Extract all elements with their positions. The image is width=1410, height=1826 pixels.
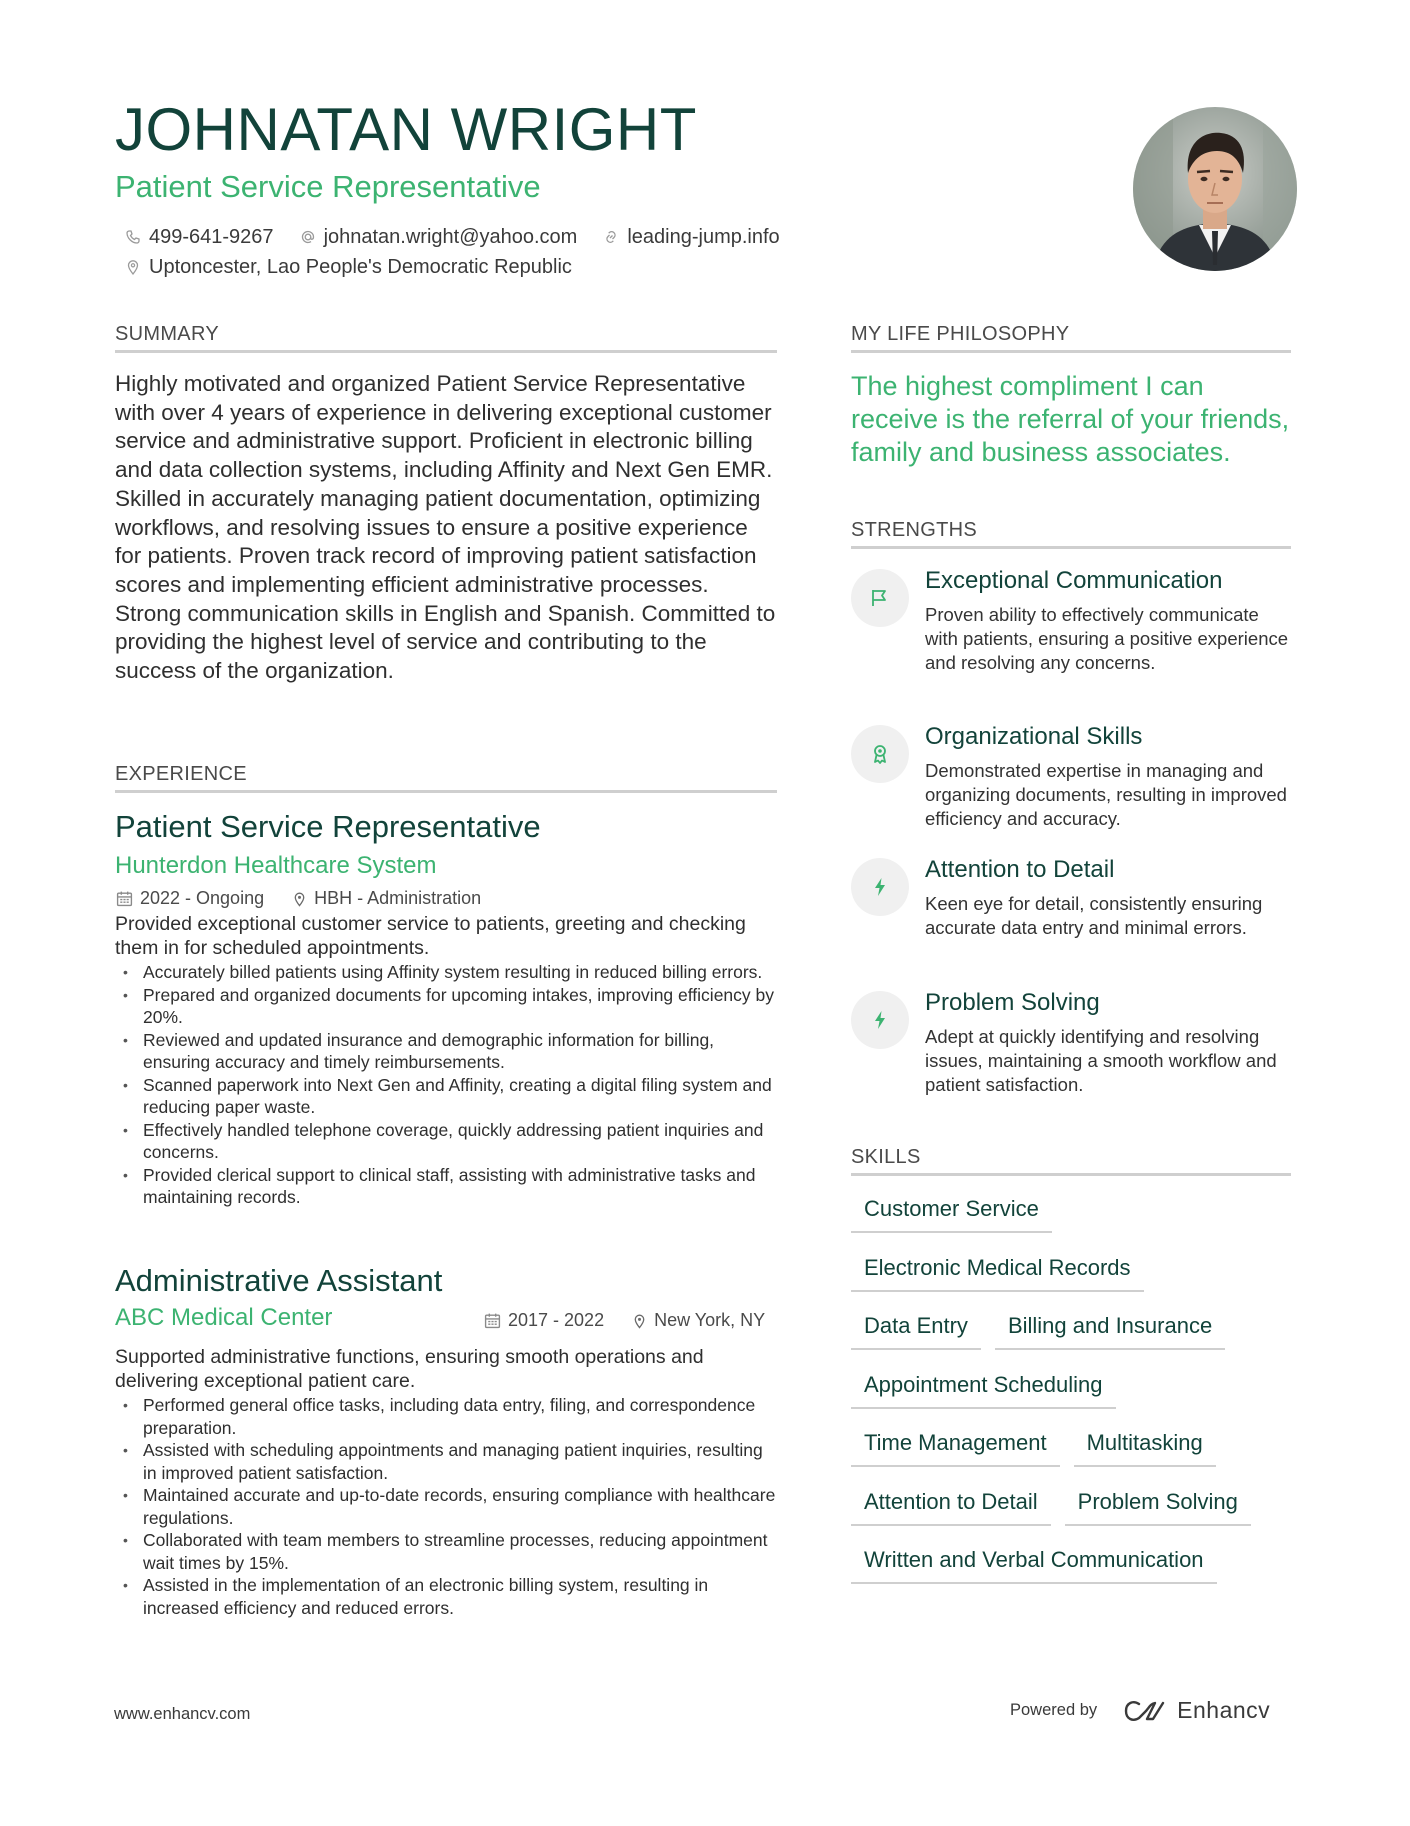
job-company: ABC Medical Center: [115, 1304, 333, 1331]
skill-tag: Time Management: [851, 1422, 1060, 1467]
job-bullets: [115, 1394, 777, 1619]
strength-text: Demonstrated expertise in managing and organizing documents, resulting in improved efficiency and accuracy.: [925, 760, 1287, 829]
strength-icon-badge: [851, 569, 909, 627]
job-dates: [484, 1310, 604, 1331]
skill-tag: Data Entry: [851, 1305, 981, 1350]
strength-icon-badge: [851, 725, 909, 783]
skill-tag: Written and Verbal Communication: [851, 1539, 1217, 1584]
contact-info: [125, 222, 806, 282]
job-location: [292, 888, 481, 909]
phone-icon: [125, 229, 141, 245]
philosophy-heading: MY LIFE PHILOSOPHY: [851, 323, 1291, 353]
at-icon: [300, 229, 316, 245]
phone-text[interactable]: 499-641-9267: [149, 225, 274, 248]
footer-website[interactable]: www.enhancv.com: [114, 1705, 251, 1723]
job-bullet: • Accurately billed patients using Affinity system resulting in reduced billing errors.: [115, 961, 777, 984]
phone-item: [125, 226, 274, 249]
skill-tag: Customer Service: [851, 1188, 1052, 1233]
lightning-icon: [868, 1008, 892, 1032]
strength-text: Proven ability to effectively communicate with patients, ensuring a positive experience and resolving any concerns.: [925, 604, 1289, 673]
website-text[interactable]: leading-jump.info: [627, 225, 780, 248]
philosophy-quote: The highest compliment I can receive is the referral of your friends, family and business associates.: [851, 371, 1290, 467]
skill-tag: Multitasking: [1074, 1422, 1216, 1467]
job-location-text: HBH - Administration: [314, 888, 482, 908]
job-title: Patient Service Representative: [115, 809, 541, 844]
powered-by-text: Powered by: [1010, 1701, 1098, 1719]
flag-icon: [868, 586, 892, 610]
job-bullets: [115, 961, 777, 1209]
candidate-role: Patient Service Representative: [115, 169, 541, 204]
job-bullet: • Scanned paperwork into Next Gen and Affinity, creating a digital filing system and reducing paper waste.: [115, 1074, 777, 1119]
strength-icon-badge: [851, 858, 909, 916]
skill-tag: Billing and Insurance: [995, 1305, 1225, 1350]
job-title: Administrative Assistant: [115, 1263, 443, 1298]
skill-row: [851, 1305, 1291, 1364]
location-pin-icon: [292, 891, 307, 907]
footer-branding: [1010, 1697, 1270, 1724]
job-dates: [116, 888, 264, 909]
job-bullet: • Assisted with scheduling appointments and managing patient inquiries, resulting in improved patient satisfaction.: [115, 1439, 777, 1484]
profile-photo: [1133, 107, 1297, 271]
email-item: [300, 226, 578, 249]
calendar-icon: [484, 1312, 501, 1329]
skill-row: [851, 1364, 1291, 1423]
skill-tag: Attention to Detail: [851, 1481, 1051, 1526]
job-location: [632, 1310, 765, 1331]
skills-heading: SKILLS: [851, 1146, 1291, 1176]
strength-title: Attention to Detail: [925, 856, 1115, 883]
job-dates-text: 2022 - Ongoing: [140, 888, 265, 908]
award-icon: [868, 742, 892, 766]
skills-list: [851, 1188, 1291, 1598]
job-meta: [484, 1310, 765, 1331]
link-icon: [603, 229, 619, 245]
candidate-name: JOHNATAN WRIGHT: [115, 96, 697, 163]
calendar-icon: [116, 890, 133, 907]
skill-row: [851, 1481, 1291, 1540]
website-item: [603, 226, 779, 249]
summary-text: Highly motivated and organized Patient Service Representative with over 4 years of experience in delivering exceptional customer service and administrative support. Proficient in electronic billing and data collection systems, including Affinity and Next Gen EMR. Skilled in accurately managing patient documentation, optimizing workflows, and resolving issues to ensure a positive experience for patients. Proven track record of improving patient satisfaction scores and implementing efficient administrative processes. Strong communication skills in English and Spanish. Committed to providing the highest level of service and contributing to the success of the organization.: [115, 371, 776, 684]
skill-row: [851, 1539, 1291, 1598]
strength-icon-badge: [851, 991, 909, 1049]
strength-title: Exceptional Communication: [925, 567, 1223, 594]
location-pin-icon: [632, 1313, 647, 1329]
enhancv-logo-icon: [1123, 1698, 1169, 1724]
portrait-illustration: [1133, 107, 1297, 271]
job-bullet: • Effectively handled telephone coverage, quickly addressing patient inquiries and concerns.: [115, 1119, 777, 1164]
job-bullet: • Provided clerical support to clinical staff, assisting with administrative tasks and maintaining records.: [115, 1164, 777, 1209]
email-text[interactable]: johnatan.wright@yahoo.com: [323, 225, 578, 248]
job-bullet: • Reviewed and updated insurance and demographic information for billing, ensuring accuracy and timely reimbursements.: [115, 1029, 777, 1074]
job-description: Supported administrative functions, ensuring smooth operations and delivering exceptional patient care.: [115, 1346, 704, 1392]
job-bullet: • Performed general office tasks, including data entry, filing, and correspondence preparation.: [115, 1394, 777, 1439]
job-meta: [116, 888, 509, 909]
strength-title: Problem Solving: [925, 989, 1100, 1016]
location-item: [125, 256, 572, 279]
skill-row: [851, 1422, 1291, 1481]
location-text: Uptoncester, Lao People's Democratic Republic: [149, 255, 572, 278]
strength-text: Keen eye for detail, consistently ensuring accurate data entry and minimal errors.: [925, 893, 1263, 938]
job-bullet: • Assisted in the implementation of an electronic billing system, resulting in increased efficiency and reduced errors.: [115, 1574, 777, 1619]
skill-row: [851, 1247, 1291, 1306]
job-bullet: • Prepared and organized documents for upcoming intakes, improving efficiency by 20%.: [115, 984, 777, 1029]
lightning-icon: [868, 875, 892, 899]
strengths-heading: STRENGTHS: [851, 519, 1291, 549]
strength-title: Organizational Skills: [925, 723, 1143, 750]
job-dates-text: 2017 - 2022: [508, 1310, 605, 1330]
job-bullet: • Maintained accurate and up-to-date records, ensuring compliance with healthcare regulations.: [115, 1484, 777, 1529]
skill-tag: Appointment Scheduling: [851, 1364, 1116, 1409]
brand-name[interactable]: Enhancv: [1177, 1697, 1271, 1723]
summary-heading: SUMMARY: [115, 323, 777, 353]
experience-heading: EXPERIENCE: [115, 763, 777, 793]
strength-text: Adept at quickly identifying and resolving issues, maintaining a smooth workflow and patient satisfaction.: [925, 1026, 1277, 1095]
job-location-text: New York, NY: [654, 1310, 766, 1330]
skill-row: [851, 1188, 1291, 1247]
job-description: Provided exceptional customer service to patients, greeting and checking them in for scheduled appointments.: [115, 913, 746, 959]
skill-tag: Problem Solving: [1065, 1481, 1251, 1526]
job-company: Hunterdon Healthcare System: [115, 852, 437, 879]
skill-tag: Electronic Medical Records: [851, 1247, 1144, 1292]
location-pin-icon: [125, 259, 141, 275]
job-bullet: • Collaborated with team members to streamline processes, reducing appointment wait times by 15%.: [115, 1529, 777, 1574]
